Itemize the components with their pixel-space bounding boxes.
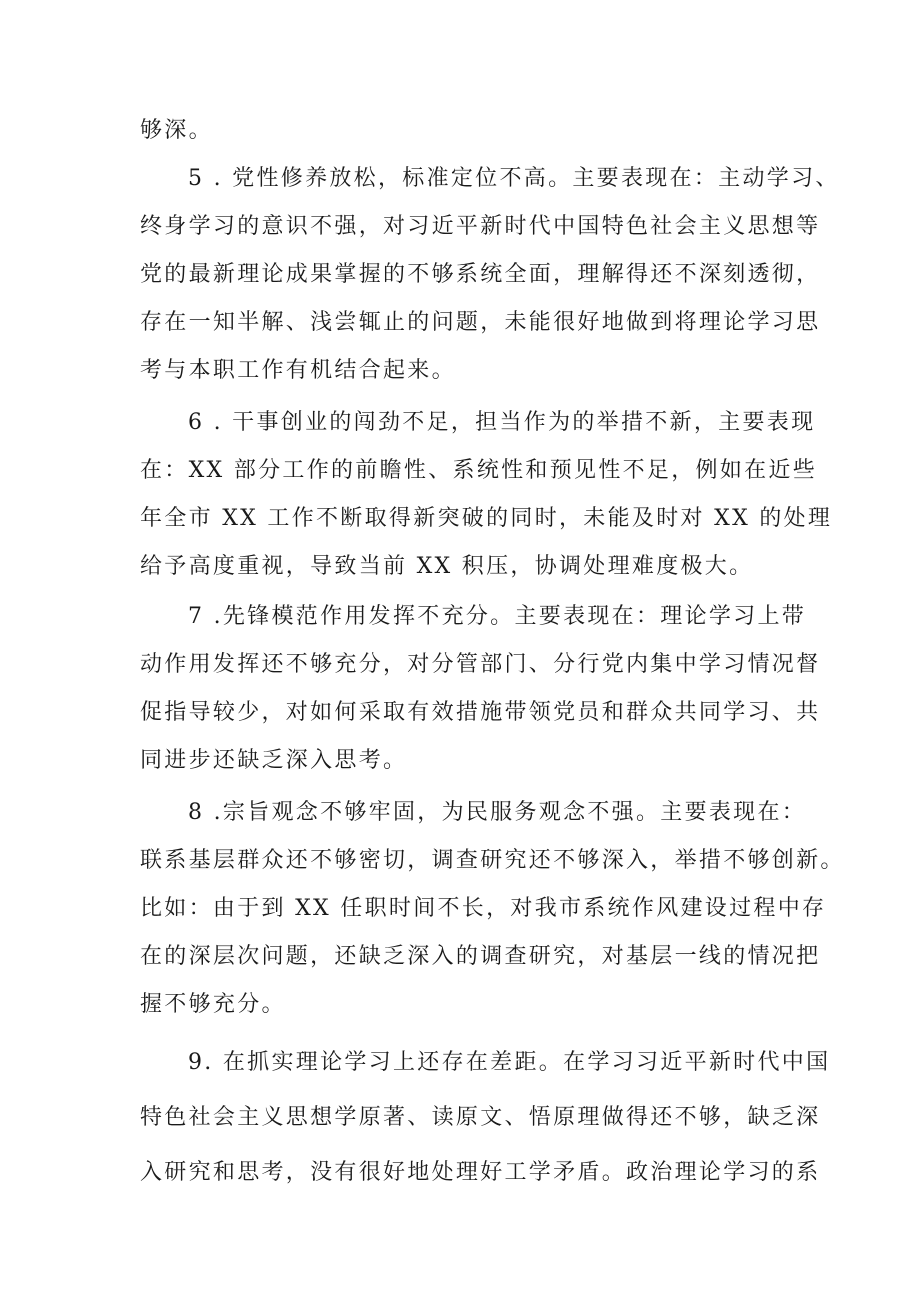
text-line: 在：XX 部分工作的前瞻性、系统性和预见性不足，例如在近些 (140, 458, 818, 483)
text-line: 入研究和思考，没有很好地处理好工学矛盾。政治理论学习的系 (140, 1160, 821, 1185)
text-line: 比如：由于到 XX 任职时间不长，对我市系统作风建设过程中存 (140, 896, 827, 921)
paragraph-item-7 (140, 593, 821, 785)
text-line: 动作用发挥还不够充分，对分管部门、分行党内集中学习情况督 (140, 652, 821, 677)
text-line: 7 .先锋模范作用发挥不充分。主要表现在：理论学习上带 (188, 604, 807, 629)
text-line: 终身学习的意识不强，对习近平新时代中国特色社会主义思想等 (140, 214, 821, 239)
text-line: 握不够充分。 (140, 992, 286, 1017)
paragraph-item-9 (140, 1035, 831, 1200)
text-line: 9. 在抓实理论学习上还存在差距。在学习习近平新时代中国 (188, 1050, 831, 1075)
paragraph-continued (140, 107, 800, 155)
text-line: 特色社会主义思想学原著、读原文、悟原理做得还不够，缺乏深 (140, 1105, 821, 1130)
text-line: 在的深层次问题，还缺乏深入的调查研究，对基层一线的情况把 (140, 944, 821, 969)
text-line: 够深。 (140, 118, 213, 143)
text-line: 8 .宗旨观念不够牢固，为民服务观念不强。主要表现在： (188, 800, 807, 825)
paragraph-item-8 (140, 789, 845, 1029)
text-line: 党的最新理论成果掌握的不够系统全面，理解得还不深刻透彻， (140, 262, 821, 287)
text-line: 考与本职工作有机结合起来。 (140, 358, 456, 383)
text-line: 促指导较少，对如何采取有效措施带领党员和群众共同学习、共 (140, 700, 821, 725)
text-line: 6 . 干事创业的闯劲不足，担当作为的举措不新，主要表现 (188, 410, 816, 435)
text-line: 年全市 XX 工作不断取得新突破的同时，未能及时对 XX 的处理 (140, 506, 833, 531)
paragraph-item-6 (140, 399, 833, 591)
text-line: 5 . 党性修养放松，标准定位不高。主要表现在：主动学习、 (188, 166, 840, 191)
text-line: 存在一知半解、浅尝辄止的问题，未能很好地做到将理论学习思 (140, 310, 821, 335)
text-line: 联系基层群众还不够密切，调查研究还不够深入，举措不够创新。 (140, 848, 845, 873)
text-line: 同进步还缺乏深入思考。 (140, 748, 408, 773)
paragraph-item-5 (140, 155, 840, 395)
text-line: 给予高度重视，导致当前 XX 积压，协调处理难度极大。 (140, 554, 754, 579)
